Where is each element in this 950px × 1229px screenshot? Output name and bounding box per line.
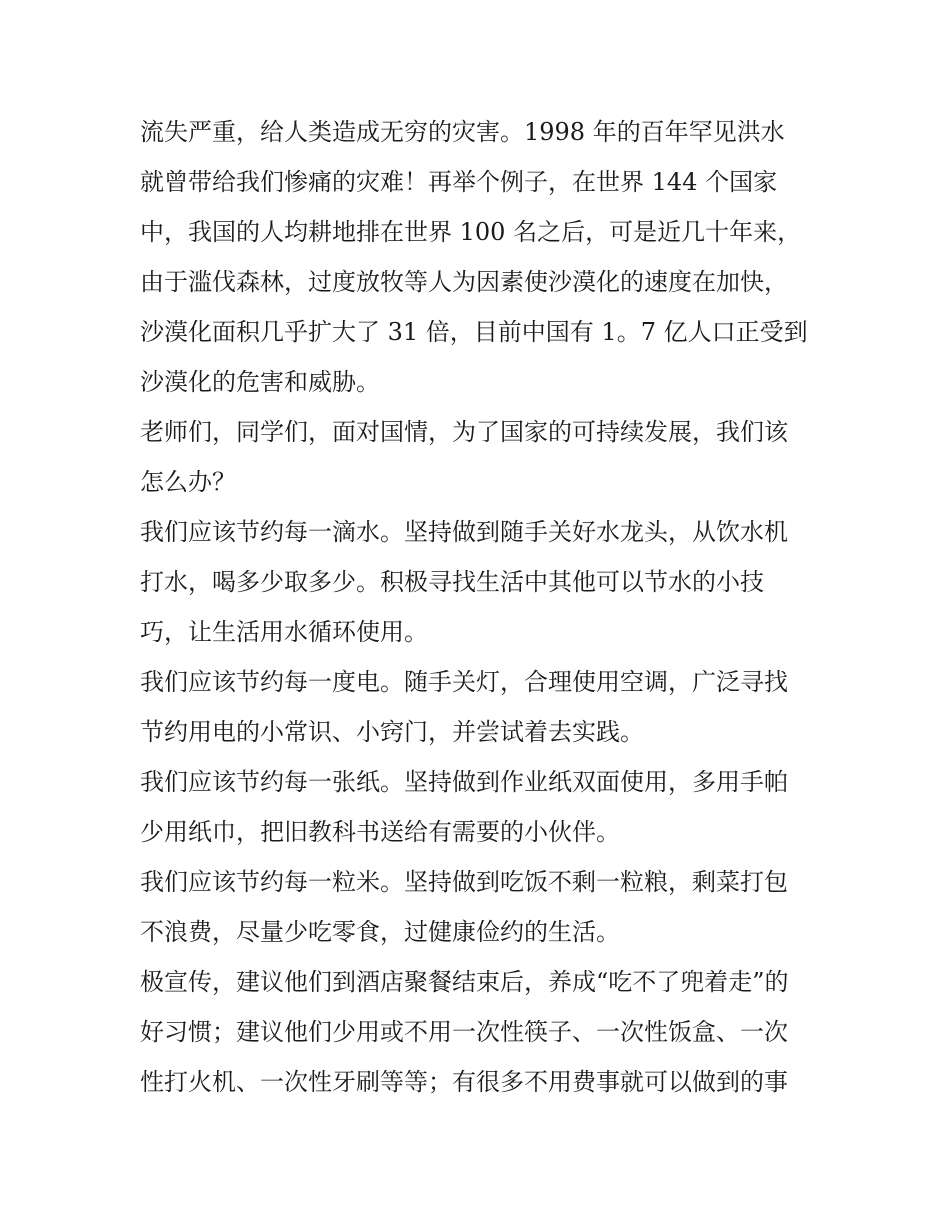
paragraph-flood-desertification: 流失严重，给人类造成无穷的灾害。1998 年的百年罕见洪水 就曾带给我们惨痛的灾难！再举个例子，在世界 144 个国家 中，我国的人均耕地排在世界 100 名之后，可是近几十年来， 由于滥伐森林，过度放牧等人为因素使沙漠化的速度在加快， 沙漠化面积几乎扩大了 31 倍，目前中国有 1。7 亿人口正受到 沙漠化的危害和威胁。 xyxy=(140,118,808,396)
paragraph-promote-habits: 极宣传，建议他们到酒店聚餐结束后，养成“吃不了兜着走”的 好习惯；建议他们少用或不用一次性筷子、一次性饭盒、一次 性打火机、一次性牙刷等等；有很多不用费事就可以做到的事 xyxy=(140,968,789,1096)
paragraph-save-rice: 我们应该节约每一粒米。坚持做到吃饭不剩一粒粮，剩菜打包 不浪费，尽量少吃零食，过健康俭约的生活。 xyxy=(140,868,788,946)
paragraph-save-paper: 我们应该节约每一张纸。坚持做到作业纸双面使用，多用手帕 少用纸巾，把旧教科书送给有需要的小伙伴。 xyxy=(140,768,788,846)
paragraph-save-electricity: 我们应该节约每一度电。随手关灯，合理使用空调，广泛寻找 节约用电的小常识、小窍门，并尝试着去实践。 xyxy=(140,668,788,746)
document-body xyxy=(140,107,820,1107)
paragraph-question: 老师们，同学们，面对国情，为了国家的可持续发展，我们该 怎么办？ xyxy=(140,418,788,496)
paragraph-save-water: 我们应该节约每一滴水。坚持做到随手关好水龙头，从饮水机 打水，喝多少取多少。积极寻找生活中其他可以节水的小技 巧，让生活用水循环使用。 xyxy=(140,518,788,646)
